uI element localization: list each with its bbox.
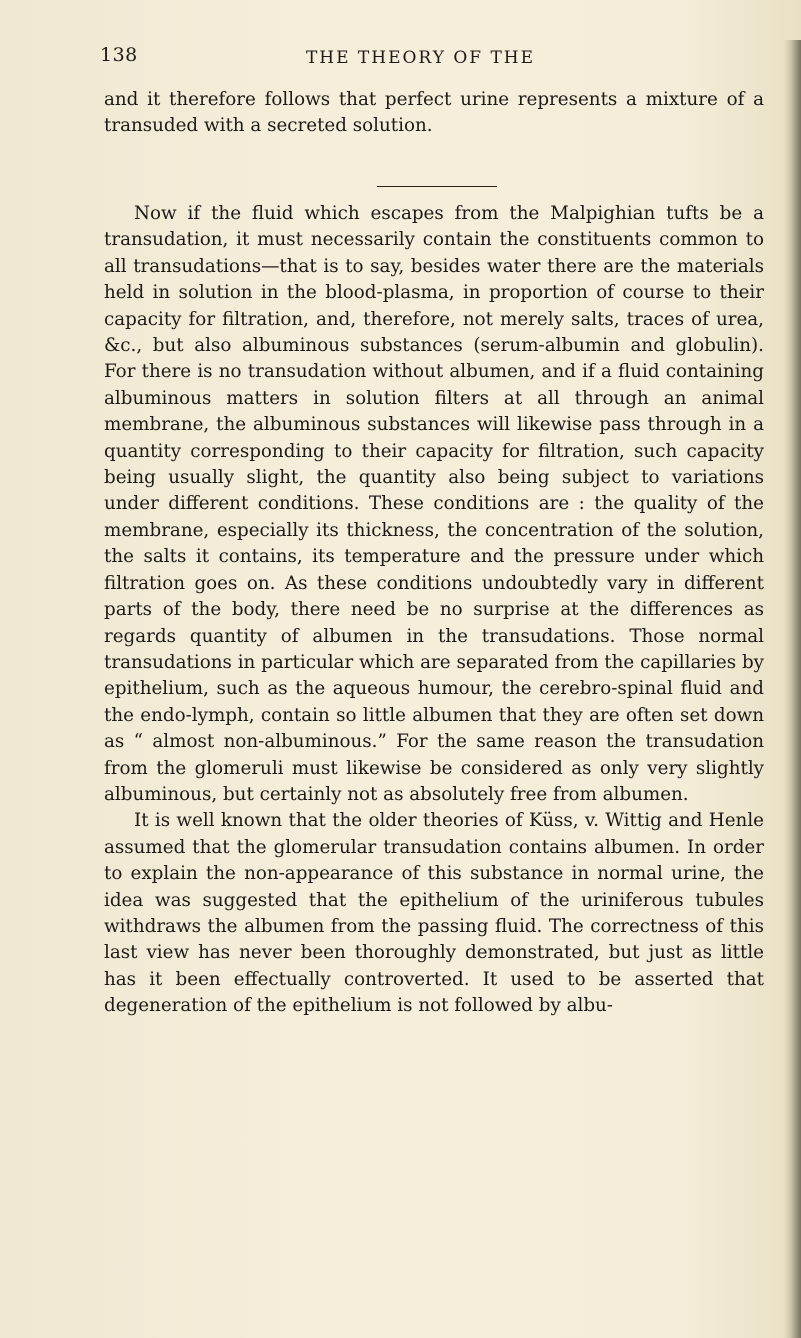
page-number: 138 [100, 44, 138, 66]
paragraph-3: It is well known that the older theories of Küss, v. Wittig and Henle assumed that the glomerular transudation contains albumen. In order to explain the non-appearance of this substance in normal urine, the idea was suggested that the epithelium of the uriniferous tubules withdraws the albumen from the passing fluid. The correctness of this last view has never been thoroughly demonstrated, but just as little has it been effectually controverted. It used to be asserted that degeneration of the epithelium is not followed by albu- [104, 810, 764, 1017]
running-head: THE THEORY OF THE [305, 48, 536, 68]
paragraph-1: and it therefore follows that perfect urine represents a mixture of a transuded with a secreted solution. [104, 89, 764, 137]
page-edge-shadow [783, 40, 801, 1338]
paragraph-2: Now if the fluid which escapes from the Malpighian tufts be a transudation, it must necessarily contain the constituents common to all transudations—that is to say, besides water there are the materials held in solution in the blood-plasma, in proportion of course to their capacity for filtration, and, therefore, not merely salts, traces of urea, &c., but also albuminous substances (serum-albumin and globulin). For there is no transudation without albumen, and if a fluid containing albuminous matters in solution filters at all through an animal membrane, the albuminous substances will likewise pass through in a quantity corresponding to their capacity for filtration, such capacity being usually slight, the quantity also being subject to variations under different conditions. These conditions are : the quality of the membrane, especially its thickness, the concentration of the solution, the salts it contains, its temperature and the pressure under which filtration goes on. As these conditions undoubtedly vary in different parts of the body, there need be no surprise at the differences as regards quantity of albumen in the transudations. Those normal transudations in particular which are separated from the capillaries by epithelium, such as the aqueous humour, the cerebro-spinal fluid and the endo-lymph, contain so little albumen that they are often set down as “ almost non-albuminous.” For the same reason the transudation from the glomeruli must likewise be considered as only very slightly albuminous, but certainly not as absolutely free from albumen. [104, 203, 764, 805]
text-block-top [104, 87, 764, 140]
text-block-main [104, 201, 764, 1020]
section-divider [377, 186, 497, 187]
